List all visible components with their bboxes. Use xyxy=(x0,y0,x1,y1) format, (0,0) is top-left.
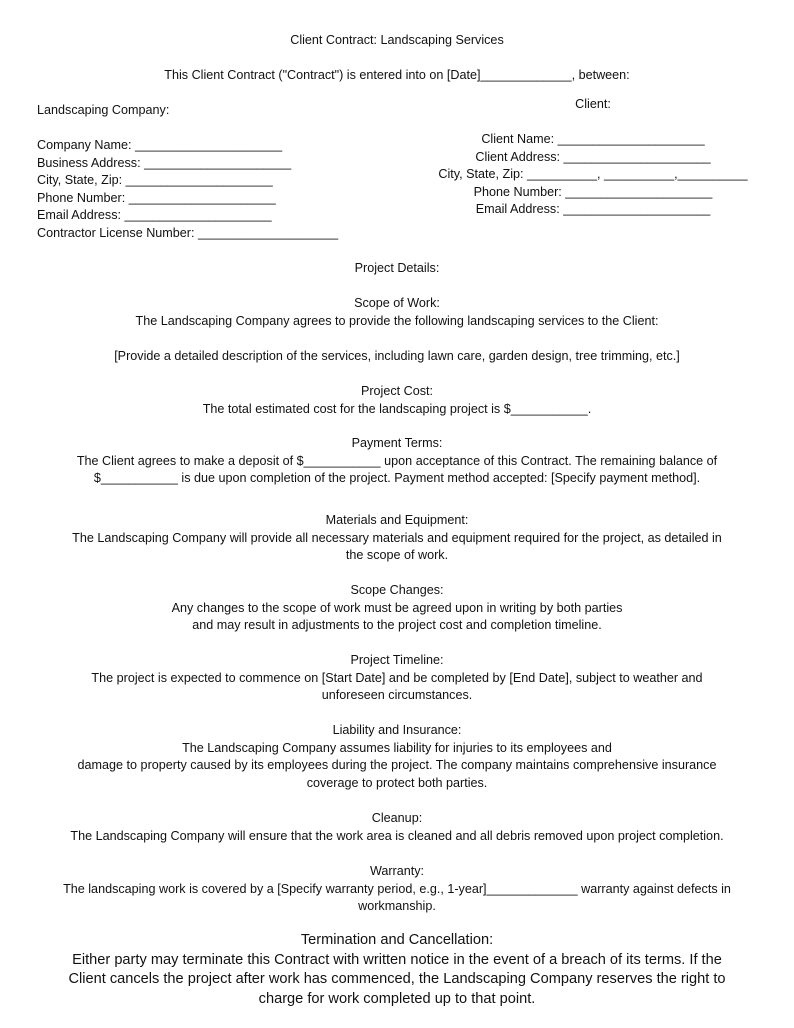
section-heading: Scope of Work: xyxy=(354,296,440,310)
company-heading: Landscaping Company: xyxy=(37,103,170,117)
section-text-line: The Landscaping Company agrees to provide the following landscaping services to the Client: xyxy=(135,313,659,328)
business-address-field: Business Address: _____________________ xyxy=(37,155,292,170)
section-heading: Scope Changes: xyxy=(350,583,444,597)
company-name-field: Company Name: _____________________ xyxy=(37,138,283,152)
section-text-line: The Landscaping Company will provide all necessary materials and equipment required for the project, as detailed in xyxy=(72,530,722,545)
client-heading: Client: xyxy=(575,97,611,111)
contractor-license-field: Contractor License Number: ____________________ xyxy=(37,225,339,240)
client-fields xyxy=(420,131,766,219)
client-phone-field: Phone Number: _____________________ xyxy=(473,184,713,199)
document-title: Client Contract: Landscaping Services xyxy=(290,33,504,47)
company-city-state-zip-field: City, State, Zip: _____________________ xyxy=(37,173,273,187)
section-termination-and-cancellation xyxy=(0,931,794,1009)
section-text-line: The project is expected to commence on [Start Date] and be completed by [End Date], subject to weather and xyxy=(91,670,703,685)
company-phone-field: Phone Number: _____________________ xyxy=(37,190,276,205)
section-text-line: The Landscaping Company will ensure that the work area is cleaned and all debris removed upon project completion. xyxy=(70,828,724,843)
section-heading: Liability and Insurance: xyxy=(332,723,462,737)
section-heading: Project Cost: xyxy=(360,384,434,398)
section-heading: Cleanup: xyxy=(371,811,423,825)
section-text-line: The landscaping work is covered by a [Specify warranty period, e.g., 1-year]_____________ warranty against defects in xyxy=(63,881,731,896)
section-heading: Warranty: xyxy=(369,864,425,878)
section-heading: Payment Terms: xyxy=(351,436,443,450)
section-text-line: and may result in adjustments to the project cost and completion timeline. xyxy=(192,618,602,632)
section-scope-of-work xyxy=(0,295,794,365)
client-address-field: Client Address: _____________________ xyxy=(475,149,711,164)
section-text-line: Client cancels the project after work has commenced, the Landscaping Company reserves the right to xyxy=(68,971,726,987)
company-email-field: Email Address: _____________________ xyxy=(37,208,272,222)
section-text-line: workmanship. xyxy=(358,899,436,913)
section-scope-changes xyxy=(0,582,794,635)
section-text-line: $___________ is due upon completion of the project. Payment method accepted: [Specify payment method]. xyxy=(93,471,701,485)
section-project-cost xyxy=(0,383,794,418)
client-name-field: Client Name: _____________________ xyxy=(481,132,705,146)
section-text-line: The total estimated cost for the landscaping project is $___________. xyxy=(202,401,592,416)
section-text-line xyxy=(0,330,794,348)
section-text-line: unforeseen circumstances. xyxy=(321,688,473,702)
section-text-line: the scope of work. xyxy=(345,548,449,562)
section-cleanup xyxy=(0,810,794,845)
section-text-line: coverage to protect both parties. xyxy=(306,775,488,790)
intro-line: This Client Contract ("Contract") is entered into on [Date]_____________, between: xyxy=(164,68,630,82)
client-email-field: Email Address: _____________________ xyxy=(475,202,711,216)
section-payment-terms xyxy=(0,435,794,488)
section-text-line: The Landscaping Company assumes liability for injuries to its employees and xyxy=(182,740,612,755)
section-warranty xyxy=(0,863,794,916)
section-liability-and-insurance xyxy=(0,722,794,792)
section-text-line: damage to property caused by its employees during the project. The company maintains comprehensive insurance xyxy=(77,758,717,772)
section-text-line: Any changes to the scope of work must be agreed upon in writing by both parties xyxy=(171,600,623,615)
section-heading: Project Timeline: xyxy=(350,653,444,667)
company-fields xyxy=(37,137,338,242)
section-materials-and-equipment xyxy=(0,512,794,565)
section-project-timeline xyxy=(0,652,794,705)
project-details-heading: Project Details: xyxy=(354,261,440,275)
client-city-state-zip-field: City, State, Zip: __________, __________,__________ xyxy=(438,167,748,181)
section-heading: Termination and Cancellation: xyxy=(300,932,494,948)
section-text-line: The Client agrees to make a deposit of $___________ upon acceptance of this Contract. The remaining balance of xyxy=(76,453,718,468)
section-heading: Materials and Equipment: xyxy=(325,513,469,527)
section-text-line: [Provide a detailed description of the services, including lawn care, garden design, tree trimming, etc.] xyxy=(114,348,680,363)
section-text-line: charge for work completed up to that point. xyxy=(258,990,536,1007)
section-text-line: Either party may terminate this Contract with written notice in the event of a breach of its terms. If the xyxy=(72,951,722,968)
